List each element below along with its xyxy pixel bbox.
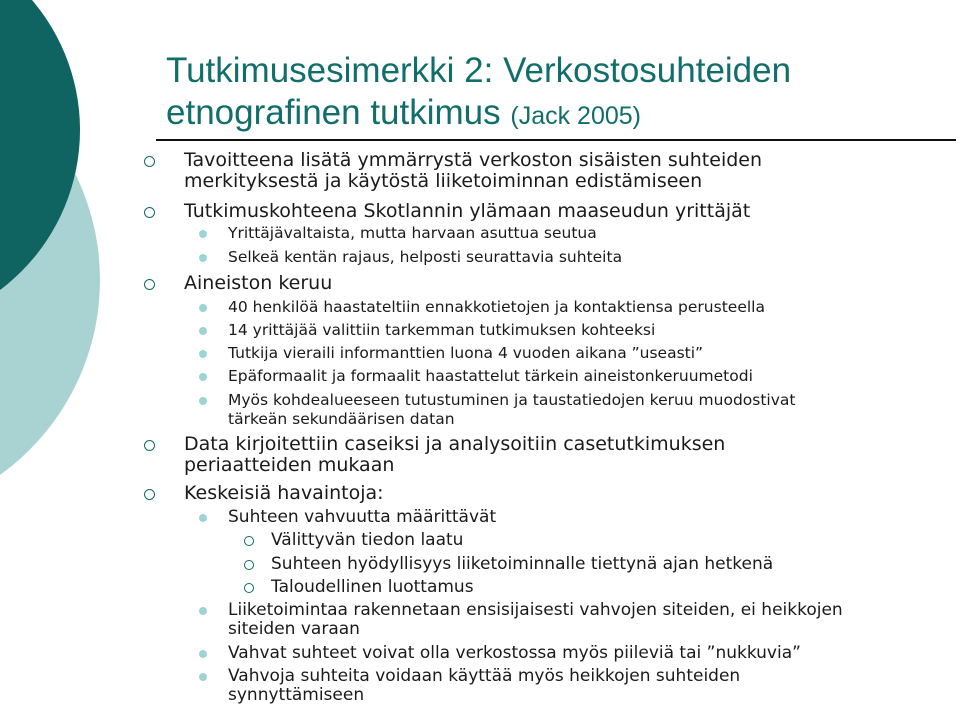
bullet-text: Tavoitteena lisätä ymmärrystä verkoston sisäisten suhteiden: [184, 149, 763, 171]
bullet-text: Suhteen vahvuutta määrittävät: [228, 507, 497, 527]
dot-bullet-icon: [199, 373, 207, 381]
title-citation: (Jack 2005): [510, 102, 641, 130]
bullet-text: Epäformaalit ja formaalit haastattelut tärkein aineistonkeruumetodi: [228, 367, 753, 385]
slide-title: [166, 50, 946, 137]
bullet-text: merkityksestä ja käytöstä liiketoiminnan edistämiseen: [184, 170, 703, 192]
title-divider: [156, 139, 956, 141]
dot-bullet-icon: [199, 673, 207, 681]
dot-bullet-icon: [199, 304, 207, 312]
dot-bullet-icon: [199, 650, 207, 658]
bullet-text: Tutkija vieraili informanttien luona 4 vuoden aikana ”useasti”: [228, 344, 704, 362]
ring-bullet-icon: [144, 156, 155, 167]
bullet-text: Liiketoimintaa rakennetaan ensisijaisesti vahvojen siteiden, ei heikkojen: [228, 600, 843, 620]
ring-bullet-icon: [144, 489, 155, 500]
dot-bullet-icon: [199, 230, 207, 238]
bullet-text: Keskeisiä havaintoja:: [184, 482, 384, 504]
dot-bullet-icon: [199, 327, 207, 335]
ring-bullet-icon: [244, 536, 254, 546]
dot-bullet-icon: [199, 607, 207, 615]
ring-bullet-icon: [244, 560, 254, 570]
bullet-text: synnyttämiseen: [228, 685, 365, 705]
dot-bullet-icon: [199, 350, 207, 358]
bullet-text: periaatteiden mukaan: [184, 454, 395, 476]
bullet-text: Tutkimuskohteena Skotlannin ylämaan maaseudun yrittäjät: [184, 200, 751, 222]
bullet-text: Vahvat suhteet voivat olla verkostossa myös piileviä tai ”nukkuvia”: [228, 643, 801, 663]
dot-bullet-icon: [199, 514, 207, 522]
dot-bullet-icon: [199, 254, 207, 262]
bullet-text: Vahvoja suhteita voidaan käyttää myös heikkojen suhteiden: [228, 666, 741, 686]
bullet-text: 14 yrittäjää valittiin tarkemman tutkimuksen kohteeksi: [228, 321, 656, 339]
bullet-text: Yrittäjävaltaista, mutta harvaan asuttua seutua: [228, 224, 597, 242]
bullet-text: 40 henkilöä haastateltiin ennakkotietojen ja kontaktiensa perusteella: [228, 298, 765, 316]
bullet-text: Aineiston keruu: [184, 272, 333, 294]
bullet-text: Taloudellinen luottamus: [271, 577, 474, 597]
bullet-text: Selkeä kentän rajaus, helposti seurattavia suhteita: [228, 248, 623, 266]
bullet-text: Myös kohdealueeseen tutustuminen ja taustatiedojen keruu muodostivat: [228, 391, 796, 409]
ring-bullet-icon: [144, 279, 155, 290]
dot-bullet-icon: [199, 397, 207, 405]
ring-bullet-icon: [244, 583, 254, 593]
bullet-text: Välittyvän tiedon laatu: [271, 530, 464, 550]
ring-bullet-icon: [144, 207, 155, 218]
ring-bullet-icon: [144, 440, 155, 451]
bullet-text: tärkeän sekundäärisen datan: [228, 410, 455, 428]
bullet-text: Suhteen hyödyllisyys liiketoiminnalle tiettynä ajan hetkenä: [271, 554, 774, 574]
bullet-text: siteiden varaan: [228, 619, 360, 639]
bullet-text: Data kirjoitettiin caseiksi ja analysoitiin casetutkimuksen: [184, 433, 726, 455]
title-main: Tutkimusesimerkki 2: Verkostosuhteiden etnografinen tutkimus: [166, 51, 792, 132]
decorative-circles: [0, 0, 130, 706]
